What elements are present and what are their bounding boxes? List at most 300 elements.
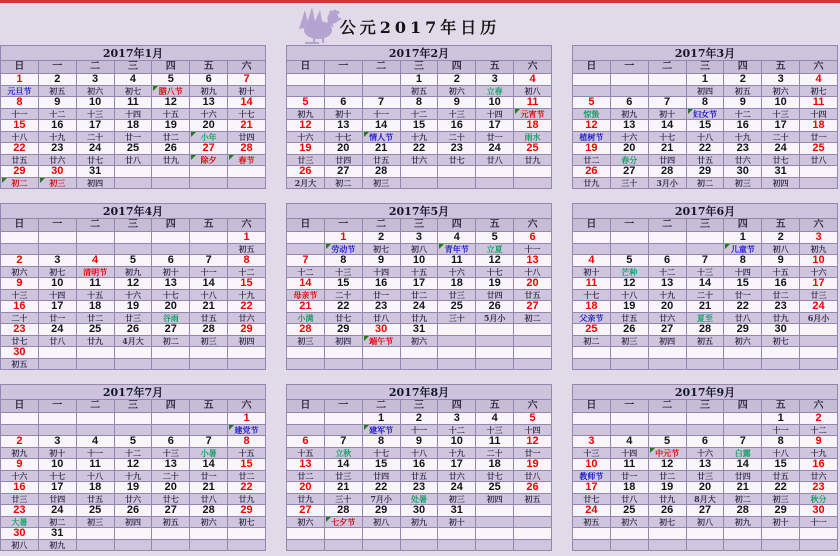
- date-number: 22: [762, 482, 800, 494]
- lunar-label: 处暑: [400, 494, 438, 505]
- date-number: [800, 324, 838, 336]
- date-number: 23: [400, 482, 438, 494]
- page-title: 公元2017年日历: [339, 18, 501, 37]
- date-number: 9: [362, 255, 400, 267]
- date-number: [38, 232, 76, 244]
- date-number: 11: [76, 459, 114, 471]
- lunar-label: [324, 540, 362, 551]
- date-number: 27: [610, 166, 648, 178]
- date-number: 23: [800, 482, 838, 494]
- weekday-header: 五: [190, 219, 228, 232]
- lunar-label: 廿一: [38, 313, 76, 324]
- lunar-label: 十五: [152, 109, 190, 120]
- date-number: [762, 528, 800, 540]
- date-number: 10: [76, 97, 114, 109]
- date-number: 16: [762, 278, 800, 290]
- date-number: 9: [38, 97, 76, 109]
- lunar-label: 二十: [686, 290, 724, 301]
- date-number: 15: [686, 120, 724, 132]
- lunar-label: 初四: [476, 494, 514, 505]
- lunar-label: 十一: [362, 109, 400, 120]
- lunar-label: [438, 178, 476, 189]
- month-title: 2017年4月: [1, 204, 266, 219]
- weekday-header: 四: [438, 219, 476, 232]
- date-number: [287, 74, 325, 86]
- lunar-label: 廿二: [573, 155, 611, 166]
- date-number: [514, 505, 552, 517]
- date-number: 19: [648, 482, 686, 494]
- lunar-label: [648, 244, 686, 255]
- date-number: [438, 166, 476, 178]
- lunar-label: 廿五: [400, 471, 438, 482]
- date-number: 4: [76, 255, 114, 267]
- lunar-label: [762, 540, 800, 551]
- date-number: [76, 232, 114, 244]
- date-number: 15: [1, 120, 39, 132]
- lunar-label: 6月小: [800, 313, 838, 324]
- weekday-header: 三: [400, 219, 438, 232]
- date-number: 6: [190, 74, 228, 86]
- date-number: [514, 324, 552, 336]
- date-number: 7: [686, 255, 724, 267]
- date-number: [610, 413, 648, 425]
- date-number: 24: [76, 143, 114, 155]
- lunar-label: 初九: [610, 109, 648, 120]
- date-number: 8: [324, 255, 362, 267]
- date-number: 18: [76, 301, 114, 313]
- date-number: 22: [228, 482, 266, 494]
- lunar-label: 植树节: [573, 132, 611, 143]
- date-number: [324, 528, 362, 540]
- date-number: 23: [362, 301, 400, 313]
- weekday-header: 三: [114, 61, 152, 74]
- date-number: 16: [438, 120, 476, 132]
- lunar-label: 初十: [438, 517, 476, 528]
- lunar-label: 十三: [324, 267, 362, 278]
- date-number: [438, 324, 476, 336]
- date-number: 27: [514, 301, 552, 313]
- date-number: 15: [362, 459, 400, 471]
- date-number: 16: [1, 301, 39, 313]
- lunar-label: 腊八节: [152, 86, 190, 97]
- date-number: [476, 505, 514, 517]
- date-number: 25: [573, 324, 611, 336]
- date-number: 19: [152, 120, 190, 132]
- date-number: 2: [438, 74, 476, 86]
- lunar-label: 初七: [228, 517, 266, 528]
- lunar-label: 十三: [762, 109, 800, 120]
- date-number: 6: [152, 255, 190, 267]
- lunar-label: [362, 540, 400, 551]
- lunar-label: [648, 359, 686, 370]
- date-number: 31: [438, 505, 476, 517]
- date-number: 4: [800, 74, 838, 86]
- lunar-label: 大暑: [1, 517, 39, 528]
- month-block: [0, 203, 266, 370]
- date-number: 5: [114, 255, 152, 267]
- date-number: 4: [76, 436, 114, 448]
- lunar-label: [476, 540, 514, 551]
- date-number: 2: [38, 74, 76, 86]
- date-number: 6: [287, 436, 325, 448]
- date-number: 24: [38, 324, 76, 336]
- date-number: [686, 232, 724, 244]
- date-number: 22: [686, 143, 724, 155]
- lunar-label: 初四: [762, 178, 800, 189]
- date-number: 25: [114, 143, 152, 155]
- lunar-label: 十六: [190, 109, 228, 120]
- date-number: [610, 347, 648, 359]
- lunar-label: [38, 359, 76, 370]
- lunar-label: 三十: [610, 178, 648, 189]
- weekday-header: 三: [114, 219, 152, 232]
- date-number: 31: [400, 324, 438, 336]
- lunar-label: 十九: [648, 290, 686, 301]
- lunar-label: 初十: [324, 109, 362, 120]
- date-number: 13: [324, 120, 362, 132]
- date-number: 12: [152, 97, 190, 109]
- date-number: 7: [190, 255, 228, 267]
- date-number: 4: [476, 413, 514, 425]
- weekday-header: 三: [114, 400, 152, 413]
- lunar-label: 廿九: [152, 155, 190, 166]
- lunar-label: 廿四: [476, 290, 514, 301]
- lunar-label: [514, 359, 552, 370]
- lunar-label: 教师节: [573, 471, 611, 482]
- date-number: [686, 347, 724, 359]
- date-number: 19: [476, 278, 514, 290]
- date-number: 26: [648, 505, 686, 517]
- lunar-label: 廿一: [362, 290, 400, 301]
- date-number: 16: [38, 120, 76, 132]
- date-number: 1: [228, 232, 266, 244]
- lunar-label: 初三: [287, 336, 325, 347]
- date-number: 31: [76, 166, 114, 178]
- date-number: 8: [362, 436, 400, 448]
- date-number: 12: [476, 255, 514, 267]
- lunar-label: 廿八: [610, 494, 648, 505]
- date-number: 22: [1, 143, 39, 155]
- lunar-label: 初四: [686, 86, 724, 97]
- lunar-label: 廿九: [400, 313, 438, 324]
- lunar-label: 廿七: [438, 155, 476, 166]
- lunar-label: 廿八: [362, 313, 400, 324]
- date-number: [38, 347, 76, 359]
- date-number: 6: [324, 97, 362, 109]
- weekday-header: 日: [573, 61, 611, 74]
- date-number: 14: [228, 97, 266, 109]
- lunar-label: 十七: [152, 290, 190, 301]
- weekday-header: 六: [800, 400, 838, 413]
- lunar-label: 十八: [1, 132, 39, 143]
- weekday-header: 一: [38, 61, 76, 74]
- date-number: 17: [438, 459, 476, 471]
- date-number: 18: [76, 482, 114, 494]
- date-number: 2: [1, 436, 39, 448]
- lunar-label: 十一: [400, 425, 438, 436]
- date-number: 3: [76, 74, 114, 86]
- lunar-label: 廿九: [762, 313, 800, 324]
- lunar-label: [114, 244, 152, 255]
- date-number: 20: [152, 482, 190, 494]
- lunar-label: 母亲节: [287, 290, 325, 301]
- lunar-label: 廿四: [362, 471, 400, 482]
- date-number: 23: [438, 143, 476, 155]
- lunar-label: 十四: [476, 109, 514, 120]
- date-number: 30: [800, 505, 838, 517]
- weekday-header: 四: [724, 61, 762, 74]
- lunar-label: 初七: [648, 517, 686, 528]
- lunar-label: 十五: [76, 290, 114, 301]
- date-number: 14: [190, 459, 228, 471]
- lunar-label: [287, 86, 325, 97]
- date-number: 15: [228, 278, 266, 290]
- date-number: [152, 347, 190, 359]
- lunar-label: 8月大: [686, 494, 724, 505]
- date-number: 10: [438, 436, 476, 448]
- weekday-header: 五: [476, 219, 514, 232]
- weekday-header: 三: [400, 61, 438, 74]
- lunar-label: 十七: [476, 267, 514, 278]
- date-number: 10: [573, 459, 611, 471]
- date-number: 13: [152, 459, 190, 471]
- date-number: 25: [514, 143, 552, 155]
- date-number: 15: [724, 278, 762, 290]
- lunar-label: 初五: [152, 517, 190, 528]
- lunar-label: 二十: [438, 132, 476, 143]
- lunar-label: 廿五: [610, 313, 648, 324]
- lunar-label: 廿九: [287, 494, 325, 505]
- date-number: 28: [287, 324, 325, 336]
- weekday-header: 六: [514, 219, 552, 232]
- date-number: 9: [762, 255, 800, 267]
- lunar-label: 廿九: [514, 155, 552, 166]
- month-title: 2017年2月: [287, 46, 552, 61]
- lunar-label: 端午节: [362, 336, 400, 347]
- lunar-label: 十一: [514, 244, 552, 255]
- date-number: 10: [38, 278, 76, 290]
- date-number: 17: [76, 120, 114, 132]
- lunar-label: 十二: [648, 267, 686, 278]
- date-number: [573, 347, 611, 359]
- lunar-label: 十一: [1, 109, 39, 120]
- lunar-label: [400, 540, 438, 551]
- lunar-label: 立秋: [324, 448, 362, 459]
- date-number: 11: [114, 97, 152, 109]
- date-number: 5: [610, 255, 648, 267]
- month-block: [572, 203, 838, 370]
- lunar-label: 十九: [114, 471, 152, 482]
- date-number: 18: [800, 120, 838, 132]
- date-number: [648, 413, 686, 425]
- weekday-header: 六: [800, 61, 838, 74]
- lunar-label: 十九: [724, 132, 762, 143]
- date-number: 28: [724, 505, 762, 517]
- date-number: 28: [228, 143, 266, 155]
- date-number: [152, 528, 190, 540]
- lunar-label: 初八: [686, 517, 724, 528]
- lunar-label: 廿二: [762, 290, 800, 301]
- lunar-label: 廿三: [686, 471, 724, 482]
- lunar-label: 廿八: [38, 336, 76, 347]
- lunar-label: [324, 425, 362, 436]
- lunar-label: 三十: [438, 313, 476, 324]
- lunar-label: 雨水: [514, 132, 552, 143]
- month-block: [0, 45, 266, 189]
- lunar-label: [190, 244, 228, 255]
- lunar-label: 廿三: [800, 290, 838, 301]
- date-number: 5: [514, 413, 552, 425]
- date-number: 6: [610, 97, 648, 109]
- lunar-label: 初九: [190, 86, 228, 97]
- date-number: 20: [686, 482, 724, 494]
- lunar-label: 十一: [800, 517, 838, 528]
- lunar-label: [1, 244, 39, 255]
- lunar-label: 元旦节: [1, 86, 39, 97]
- date-number: 29: [324, 324, 362, 336]
- lunar-label: 惊蛰: [573, 109, 611, 120]
- month-title: 2017年3月: [573, 46, 838, 61]
- lunar-label: 初六: [438, 86, 476, 97]
- date-number: [514, 166, 552, 178]
- lunar-label: 廿三: [324, 471, 362, 482]
- date-number: [190, 232, 228, 244]
- lunar-label: 二十: [476, 448, 514, 459]
- lunar-label: 初六: [1, 267, 39, 278]
- lunar-label: [686, 359, 724, 370]
- lunar-label: 初五: [228, 244, 266, 255]
- date-number: 23: [724, 143, 762, 155]
- date-number: [152, 413, 190, 425]
- lunar-label: 十二: [724, 109, 762, 120]
- date-number: 8: [228, 436, 266, 448]
- date-number: [514, 528, 552, 540]
- lunar-label: [476, 359, 514, 370]
- date-number: 1: [228, 413, 266, 425]
- lunar-label: 春分: [610, 155, 648, 166]
- date-number: 7: [724, 436, 762, 448]
- lunar-label: [114, 425, 152, 436]
- weekday-header: 二: [362, 400, 400, 413]
- date-number: [476, 166, 514, 178]
- lunar-label: 十九: [400, 132, 438, 143]
- date-number: 3: [400, 232, 438, 244]
- lunar-label: 廿三: [438, 290, 476, 301]
- date-number: 30: [762, 324, 800, 336]
- lunar-label: 初七: [800, 86, 838, 97]
- date-number: [610, 74, 648, 86]
- date-number: 16: [362, 278, 400, 290]
- lunar-label: [648, 86, 686, 97]
- lunar-label: [287, 359, 325, 370]
- lunar-label: 初二: [1, 178, 39, 189]
- lunar-label: 廿三: [287, 155, 325, 166]
- date-number: [648, 232, 686, 244]
- date-number: 26: [114, 505, 152, 517]
- date-number: 8: [228, 255, 266, 267]
- date-number: 9: [438, 97, 476, 109]
- lunar-label: 十四: [514, 425, 552, 436]
- weekday-header: 二: [362, 219, 400, 232]
- lunar-label: [76, 359, 114, 370]
- lunar-label: [514, 336, 552, 347]
- date-number: 12: [648, 459, 686, 471]
- lunar-label: 十八: [686, 132, 724, 143]
- lunar-label: 2月大: [287, 178, 325, 189]
- date-number: 1: [1, 74, 39, 86]
- date-number: 17: [38, 482, 76, 494]
- lunar-label: 秋分: [800, 494, 838, 505]
- date-number: 10: [38, 459, 76, 471]
- lunar-label: 十二: [287, 267, 325, 278]
- lunar-label: 十二: [800, 425, 838, 436]
- weekday-header: 五: [190, 400, 228, 413]
- date-number: [324, 347, 362, 359]
- lunar-label: 十七: [228, 109, 266, 120]
- date-number: 9: [724, 97, 762, 109]
- date-number: 16: [724, 120, 762, 132]
- date-number: 10: [400, 255, 438, 267]
- date-number: 12: [610, 278, 648, 290]
- date-number: 12: [287, 120, 325, 132]
- lunar-label: [287, 244, 325, 255]
- lunar-label: [648, 540, 686, 551]
- date-number: 17: [476, 120, 514, 132]
- lunar-label: [573, 359, 611, 370]
- lunar-label: [362, 359, 400, 370]
- lunar-label: [324, 359, 362, 370]
- weekday-header: 二: [648, 219, 686, 232]
- lunar-label: [686, 425, 724, 436]
- date-number: 20: [287, 482, 325, 494]
- date-number: 3: [438, 413, 476, 425]
- lunar-label: [228, 178, 266, 189]
- lunar-label: [686, 540, 724, 551]
- lunar-label: 劳动节: [324, 244, 362, 255]
- lunar-label: [1, 425, 39, 436]
- lunar-label: 十二: [228, 267, 266, 278]
- date-number: 21: [648, 143, 686, 155]
- month-block: [0, 384, 266, 551]
- lunar-label: [152, 359, 190, 370]
- date-number: 26: [152, 143, 190, 155]
- lunar-label: 初五: [514, 494, 552, 505]
- lunar-label: 廿五: [514, 290, 552, 301]
- date-number: 5: [114, 436, 152, 448]
- lunar-label: 初二: [324, 178, 362, 189]
- lunar-label: 二十: [324, 290, 362, 301]
- lunar-label: [152, 244, 190, 255]
- lunar-label: 廿一: [514, 448, 552, 459]
- date-number: [648, 528, 686, 540]
- date-number: 16: [400, 459, 438, 471]
- lunar-label: 十五: [400, 267, 438, 278]
- lunar-label: 十七: [648, 132, 686, 143]
- date-number: 1: [400, 74, 438, 86]
- date-number: [76, 347, 114, 359]
- date-number: [573, 232, 611, 244]
- date-number: 4: [114, 74, 152, 86]
- month-title: 2017年9月: [573, 385, 838, 400]
- date-number: 11: [514, 97, 552, 109]
- lunar-label: 廿二: [76, 313, 114, 324]
- date-number: [190, 413, 228, 425]
- date-number: 20: [648, 301, 686, 313]
- weekday-header: 五: [476, 61, 514, 74]
- weekday-header: 二: [648, 400, 686, 413]
- lunar-label: [610, 244, 648, 255]
- date-number: 23: [1, 324, 39, 336]
